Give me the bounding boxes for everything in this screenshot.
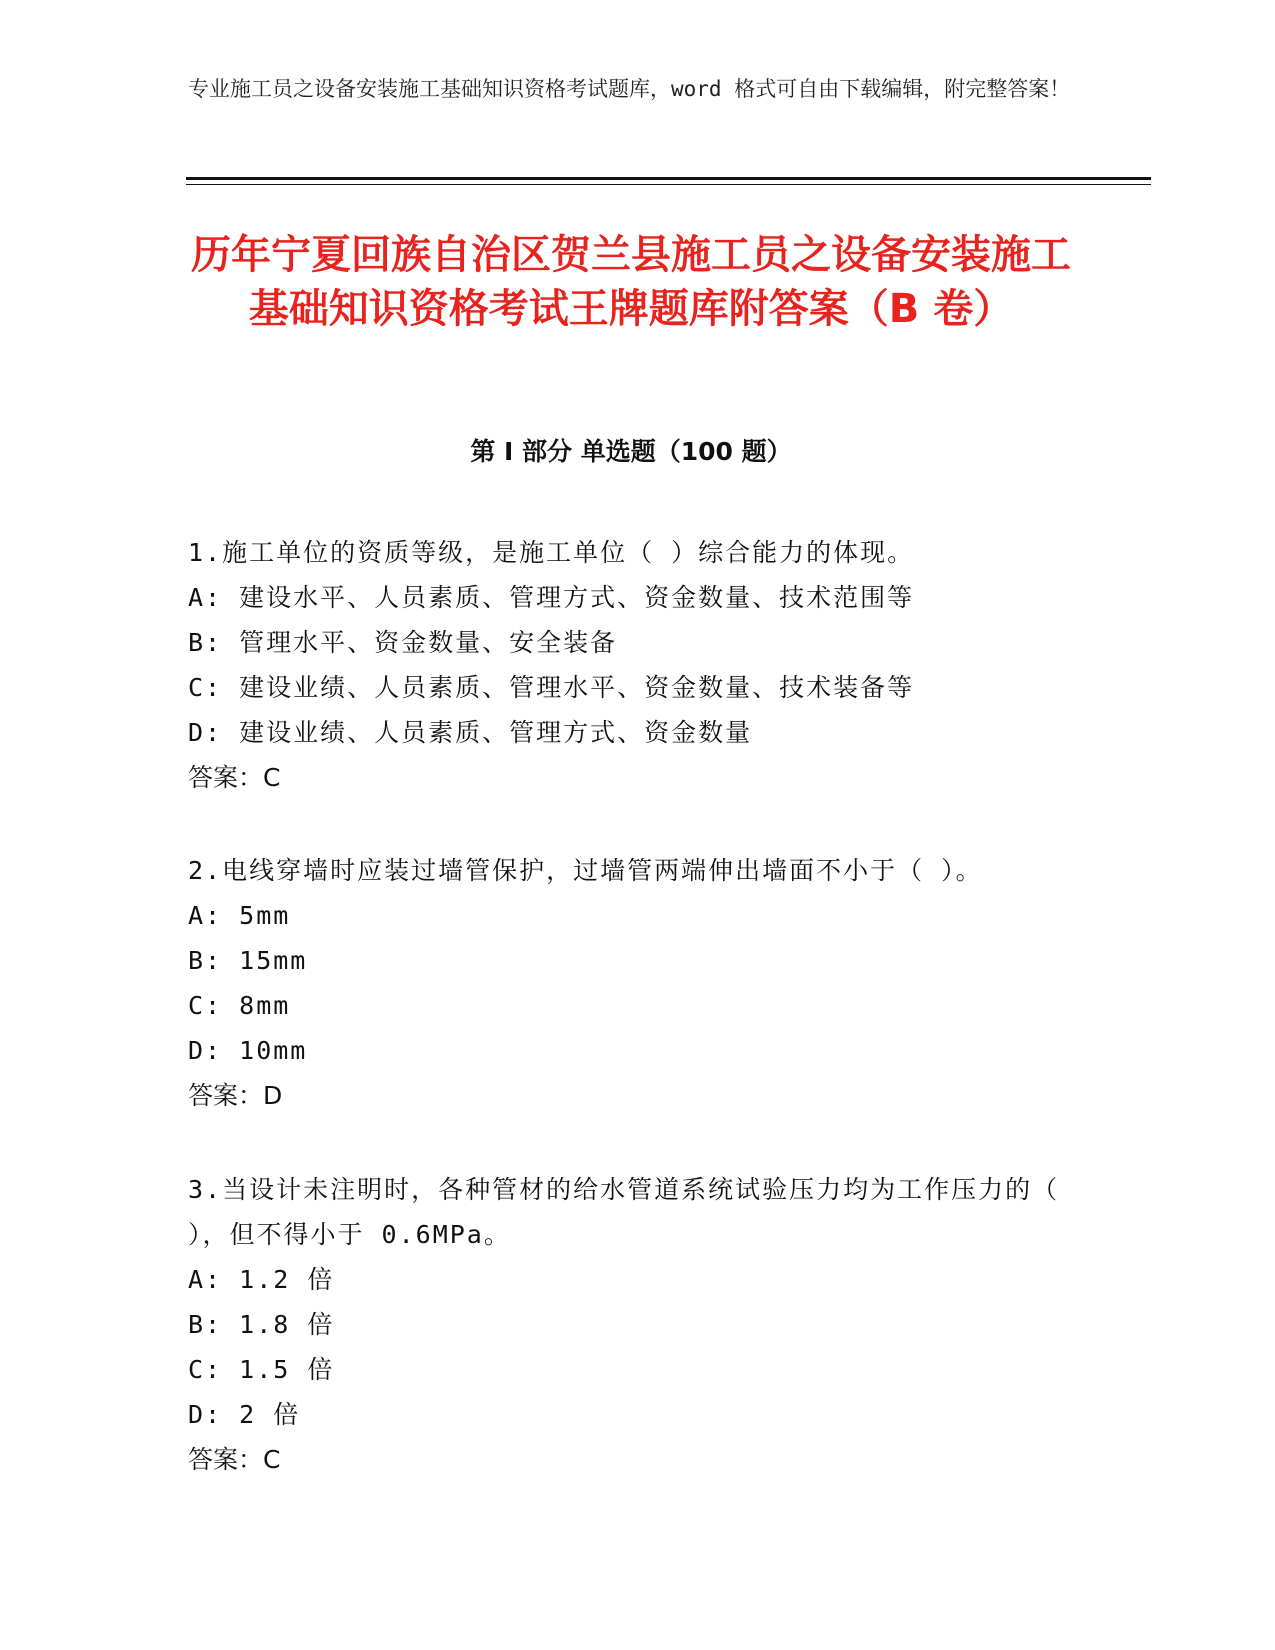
question-stem: 2.电线穿墙时应装过墙管保护，过墙管两端伸出墙面不小于（ ）。	[188, 856, 983, 885]
header-divider-thin	[186, 184, 1151, 185]
option-a: A: 1.2 倍	[188, 1265, 335, 1294]
option-a: A: 5mm	[188, 901, 291, 930]
question-stem: 1.施工单位的资质等级，是施工单位（ ）综合能力的体现。	[188, 538, 915, 567]
option-d: D: 2 倍	[188, 1400, 301, 1429]
section-title: 第 I 部分 单选题（100 题）	[470, 437, 792, 466]
option-c: C: 1.5 倍	[188, 1355, 335, 1384]
option-d: D: 建设业绩、人员素质、管理方式、资金数量	[188, 718, 753, 747]
question-stem: 3.当设计未注明时，各种管材的给水管道系统试验压力均为工作压力的（ ），但不得小于 0.6MPa。	[188, 1175, 1077, 1249]
question-3	[188, 1167, 1088, 1482]
answer: 答案：D	[188, 1081, 283, 1110]
option-b: B: 管理水平、资金数量、安全装备	[188, 628, 618, 657]
option-d: D: 10mm	[188, 1036, 308, 1065]
header-note: 专业施工员之设备安装施工基础知识资格考试题库，word 格式可自由下载编辑，附完整答案！	[188, 77, 1071, 101]
option-c: C: 建设业绩、人员素质、管理水平、资金数量、技术装备等	[188, 673, 915, 702]
option-b: B: 15mm	[188, 946, 308, 975]
option-a: A: 建设水平、人员素质、管理方式、资金数量、技术范围等	[188, 583, 915, 612]
answer: 答案：C	[188, 763, 281, 792]
document-title: 历年宁夏回族自治区贺兰县施工员之设备安装施工基础知识资格考试王牌题库附答案（B 卷）	[191, 232, 1071, 332]
option-b: B: 1.8 倍	[188, 1310, 335, 1339]
question-2	[188, 848, 1088, 1118]
option-c: C: 8mm	[188, 991, 291, 1020]
question-1	[188, 530, 1088, 800]
answer: 答案：C	[188, 1445, 281, 1474]
header-divider-thick	[186, 177, 1151, 180]
